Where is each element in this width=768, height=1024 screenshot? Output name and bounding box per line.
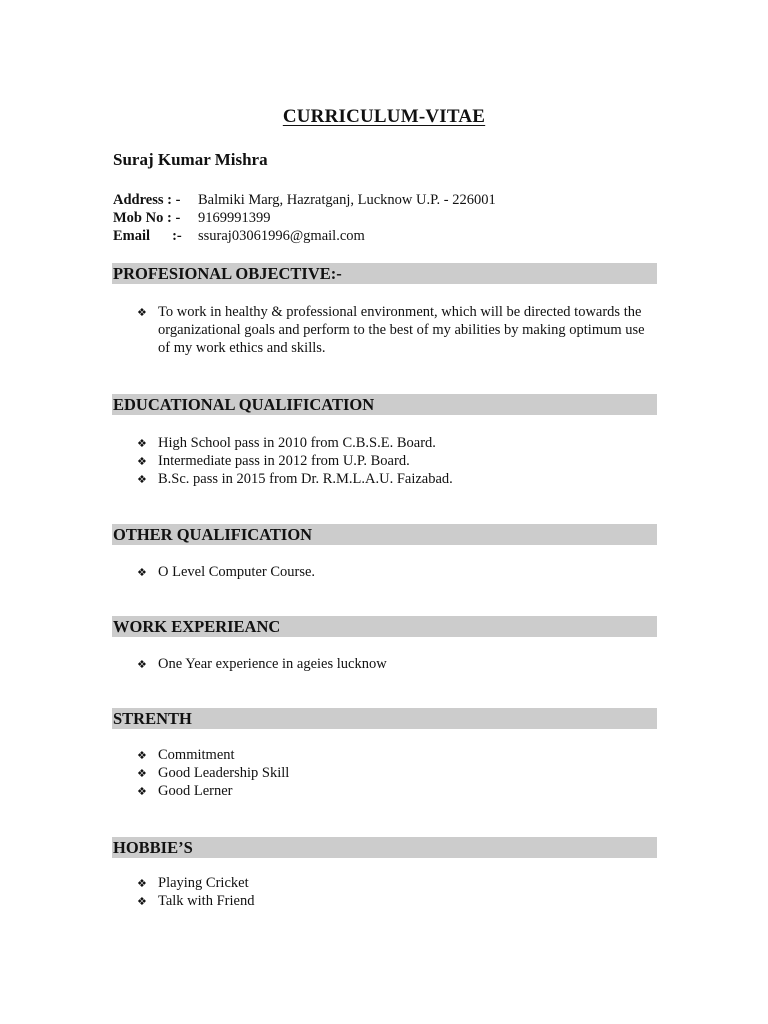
objective-list <box>137 304 648 357</box>
diamond-bullet-icon: ❖ <box>137 566 147 579</box>
diamond-bullet-icon: ❖ <box>137 454 147 468</box>
address-row <box>113 191 496 209</box>
diamond-bullet-icon: ❖ <box>137 472 147 486</box>
hobby-item: Playing Cricket <box>158 875 249 891</box>
address-value: Balmiki Marg, Hazratganj, Lucknow U.P. - 226001 <box>198 192 496 208</box>
document-title: CURRICULUM-VITAE <box>282 106 486 127</box>
hobbies-heading: HOBBIE’S <box>113 838 193 857</box>
work-experience-heading: WORK EXPERIEANC <box>113 617 281 636</box>
education-item: High School pass in 2010 from C.B.S.E. Board. <box>158 435 436 451</box>
diamond-bullet-icon: ❖ <box>137 658 147 671</box>
other-qualification-item: O Level Computer Course. <box>158 564 316 580</box>
diamond-bullet-icon: ❖ <box>137 306 147 319</box>
email-label-group <box>113 227 198 245</box>
list-item <box>137 875 254 893</box>
list-item <box>137 435 453 453</box>
objective-text: To work in healthy & professional environment, which will be directed towards the organizational goals and perform to the best of my abilities by making optimum use of my work ethics and skills. <box>158 304 645 356</box>
diamond-bullet-icon: ❖ <box>137 894 147 908</box>
work-experience-item: One Year experience in ageies lucknow <box>158 656 387 672</box>
list-item <box>137 765 289 783</box>
mobile-separator: : - <box>166 210 181 227</box>
list-item <box>137 453 453 471</box>
diamond-bullet-icon: ❖ <box>137 749 147 762</box>
education-item: B.Sc. pass in 2015 from Dr. R.M.L.A.U. Faizabad. <box>158 470 453 487</box>
diamond-bullet-icon: ❖ <box>137 437 147 450</box>
candidate-name: Suraj Kumar Mishra <box>113 150 268 169</box>
list-item <box>137 304 648 357</box>
mobile-row <box>113 209 496 227</box>
mobile-label: Mob No <box>113 210 164 227</box>
strength-list <box>137 747 289 800</box>
mobile-value: 9169991399 <box>198 210 271 227</box>
list-item <box>137 893 254 911</box>
education-item: Intermediate pass in 2012 from U.P. Board. <box>158 452 410 469</box>
strength-item: Commitment <box>158 747 235 763</box>
email-value: ssuraj03061996@gmail.com <box>198 228 365 245</box>
strength-item: Good Leadership Skill <box>158 764 290 781</box>
other-qualification-section-header <box>112 524 657 545</box>
list-item <box>137 471 453 489</box>
objective-heading: PROFESIONAL OBJECTIVE:- <box>113 264 342 283</box>
objective-section-header <box>112 263 657 284</box>
education-list <box>137 435 453 488</box>
list-item <box>137 656 387 674</box>
list-item <box>137 747 289 765</box>
email-label: Email <box>113 228 151 245</box>
diamond-bullet-icon: ❖ <box>137 766 147 780</box>
email-row <box>113 227 496 245</box>
list-item <box>137 564 315 582</box>
hobbies-list <box>137 875 254 911</box>
strength-item: Good Lerner <box>158 782 233 799</box>
education-section-header <box>112 394 657 415</box>
hobbies-section-header <box>112 837 657 858</box>
contact-block <box>113 191 496 246</box>
hobby-item: Talk with Friend <box>158 892 255 909</box>
work-experience-list <box>137 656 387 674</box>
address-label: Address <box>113 192 164 208</box>
email-separator: :- <box>172 228 182 245</box>
diamond-bullet-icon: ❖ <box>137 877 147 890</box>
diamond-bullet-icon: ❖ <box>137 784 147 798</box>
strength-section-header <box>112 708 657 729</box>
mobile-label-group <box>113 209 198 227</box>
list-item <box>137 783 289 801</box>
work-experience-section-header <box>112 616 657 637</box>
other-qualification-heading: OTHER QUALIFICATION <box>113 525 313 544</box>
education-heading: EDUCATIONAL QUALIFICATION <box>113 395 375 414</box>
address-label-group <box>113 191 198 209</box>
other-qualification-list <box>137 564 315 582</box>
address-separator: : - <box>167 192 181 208</box>
strength-heading: STRENTH <box>113 709 192 728</box>
